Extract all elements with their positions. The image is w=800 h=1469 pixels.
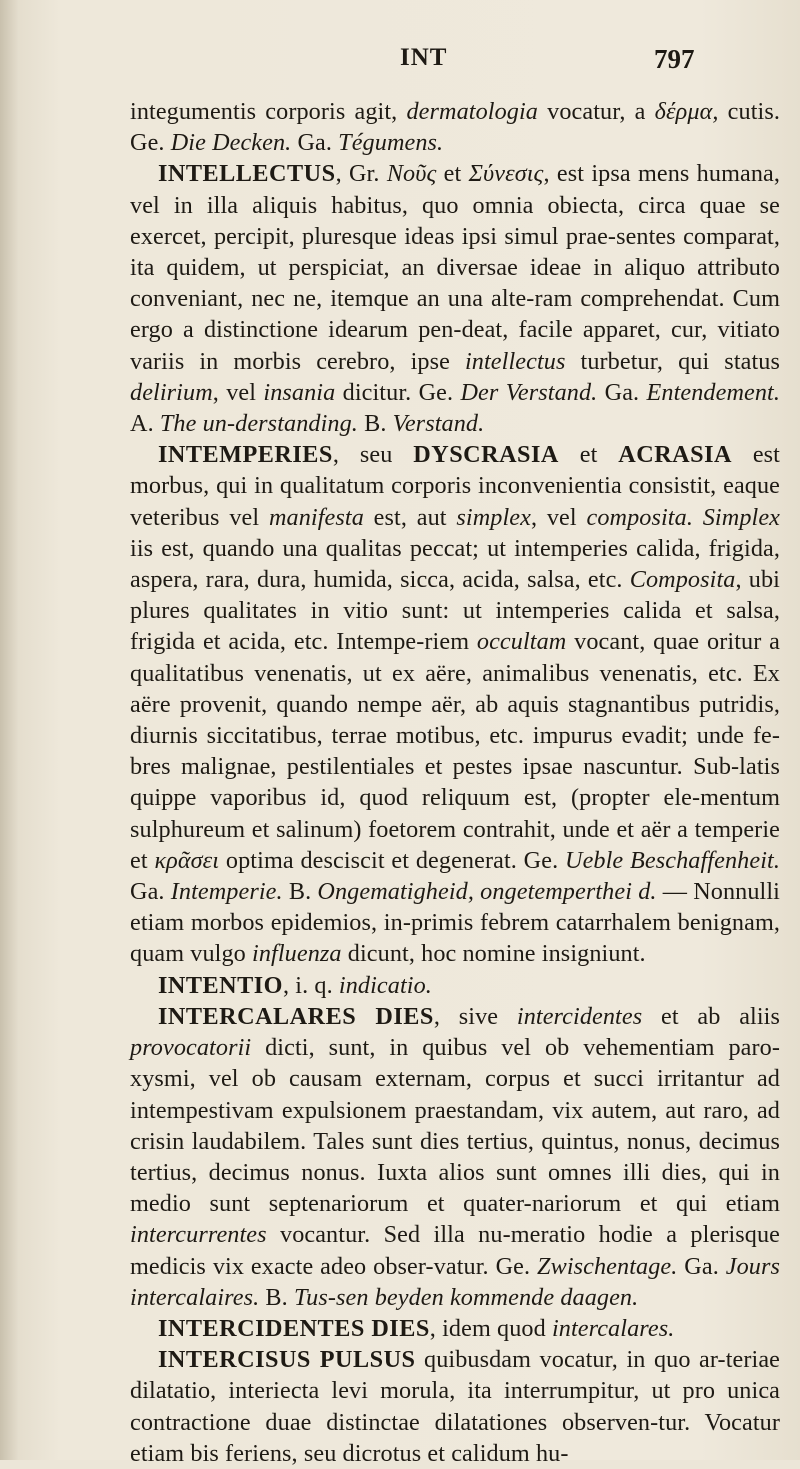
entry-text: vocantur. Sed illa nu-meratio hodie a plerisque medicis vix exacte adeo obser-vatur. Ge.	[130, 1221, 780, 1280]
italic-term: indicatio.	[338, 971, 432, 999]
italic-term: intellectus	[464, 347, 566, 375]
entry-text: et	[436, 160, 469, 188]
italic-term: Jours intercalaires.	[130, 1252, 780, 1311]
entry-text: cutis. Ge.	[130, 98, 780, 157]
entry-text: dicitur. Ge.	[335, 378, 461, 406]
italic-term: intercidentes	[516, 1002, 643, 1030]
italic-term: provocatorii	[130, 1034, 252, 1062]
entry-headword: INTENTIO	[158, 971, 283, 999]
italic-term: Ueble Beschaffenheit.	[565, 846, 780, 874]
entry-paragraph	[130, 158, 780, 439]
italic-term: Entendement.	[646, 378, 781, 406]
page-number: 797	[654, 44, 695, 74]
entry-text: optima desciscit et degenerat. Ge.	[219, 846, 566, 874]
entry-paragraph	[130, 1001, 780, 1313]
entry-text: est morbus, qui in qualitatum corporis inconvenientia consistit, eaque veteribus vel	[130, 441, 780, 531]
entry-text: , idem quod	[429, 1314, 552, 1342]
entry-text: quibusdam vocatur, in quo ar-teriae dilatatio, interiecta levi morula, ita interrumpitur, ut pro unica contractione duae distinctae dilatationes observen-tur. Vocatur etiam bis feriens, seu dicrotus et calidum hu-	[130, 1346, 780, 1467]
italic-term: composita.	[586, 503, 693, 531]
entry-headword: INTERCALARES DIES	[158, 1002, 434, 1030]
italic-term: influenza	[252, 940, 342, 968]
italic-term: Ongematigheid, ongetemperthei d.	[317, 878, 657, 906]
italic-term: delirium	[130, 378, 213, 406]
italic-term: κρᾶσει	[154, 846, 220, 874]
entry-text: , i. q.	[282, 971, 339, 999]
italic-term: δέρμα,	[654, 98, 719, 125]
italic-term: dermatologia	[406, 98, 538, 125]
italic-term: The un-derstanding.	[159, 410, 358, 438]
italic-term: Der Verstand.	[460, 378, 598, 406]
entry-text: Ga.	[677, 1252, 726, 1280]
entry-headword: DYSCRASIA	[413, 441, 559, 469]
italic-term: Intemperie.	[170, 878, 283, 906]
entry-text: , Gr.	[335, 160, 387, 188]
entry-text: , sive	[433, 1002, 517, 1030]
italic-term: Composita	[629, 566, 736, 594]
entry-text: — Nonnulli etiam morbos epidemios, in-primis febrem catarrhalem benignam, quam vulgo	[130, 878, 780, 968]
entry-text: vocatur, a	[538, 98, 655, 125]
italic-term: intercalares.	[551, 1314, 675, 1342]
italic-term: Νοῦς	[386, 160, 437, 188]
entry-headword: INTERCISUS PULSUS	[158, 1346, 416, 1374]
entry-text: , vel	[530, 503, 587, 531]
entry-headword: INTELLECTUS	[158, 160, 336, 188]
entry-paragraph	[130, 439, 780, 969]
entry-paragraph	[130, 1313, 780, 1344]
entry-headword: INTERCIDENTES DIES	[158, 1314, 430, 1342]
entry-text: turbetur, qui status	[565, 347, 780, 375]
entry-paragraph	[130, 970, 780, 1001]
entry-text: et ab aliis	[642, 1002, 780, 1030]
italic-term: insania	[263, 378, 336, 406]
entry-text: , vel	[212, 378, 264, 406]
italic-term: Simplex	[702, 503, 781, 531]
running-head: INT	[400, 44, 448, 71]
entry-text: iis est, quando una qualitas peccat; ut intemperies calida, frigida, aspera, rara, dura, humida, sicca, acida, salsa, etc.	[130, 534, 780, 594]
italic-term: manifesta	[268, 503, 364, 531]
italic-term: intercurrentes	[130, 1221, 267, 1249]
entry-text: et	[558, 441, 619, 469]
entry-text: B.	[282, 878, 318, 906]
entry-text: A.	[130, 410, 160, 438]
entry-headword: ACRASIA	[618, 441, 732, 469]
entry-text: Ga.	[597, 378, 647, 406]
entry-paragraph	[130, 96, 780, 158]
italic-term: Tus-sen beyden kommende daagen.	[293, 1283, 639, 1311]
italic-term: Zwischentage.	[537, 1252, 678, 1280]
italic-term: Tégumens.	[338, 129, 444, 157]
entry-headword: INTEMPERIES	[158, 441, 333, 469]
entry-text: B.	[259, 1283, 294, 1311]
entry-text	[693, 504, 703, 531]
italic-term: simplex	[456, 503, 531, 531]
entry-text: , seu	[332, 441, 414, 469]
entry-text: est, aut	[363, 503, 457, 531]
italic-term: occultam	[476, 628, 567, 656]
italic-term: Verstand.	[392, 410, 485, 438]
entry-text: Ga.	[291, 129, 339, 157]
page-gutter-shadow	[0, 0, 18, 1460]
italic-term: Die Decken.	[170, 129, 292, 157]
dictionary-text	[130, 96, 780, 1469]
entry-paragraph	[130, 1344, 780, 1469]
entry-text: dicunt, hoc nomine insigniunt.	[341, 940, 646, 968]
entry-text: dicti, sunt, in quibus vel ob vehementiam paro-xysmi, vel ob causam externam, corpus et succi irritantur ad intempestivam expulsionem praestandam, vix autem, aut raro, ad crisin laudabilem. Tales sunt dies tertius, quintus, nonus, decimus tertius, decimus nonus. Iuxta alios sunt omnes illi dies, qui in medio sunt septenariorum et quater-nariorum et qui etiam	[130, 1034, 780, 1218]
entry-text: B.	[357, 410, 393, 438]
page-header	[0, 44, 800, 84]
entry-text: , ubi plures qualitates in vitio sunt: ut intemperies calida et salsa, frigida et acida, etc. Intempe-riem	[130, 566, 780, 656]
entry-text: Ga.	[130, 878, 171, 906]
italic-term: Σύνεσις	[468, 160, 544, 188]
entry-text: integumentis corporis agit,	[130, 98, 407, 125]
entry-text: , est ipsa mens humana, vel in illa aliquis habitus, quo omnia obiecta, circa quae se exercet, percipit, pluresque ideas ipsi simul prae-sentes comparat, ita quidem, ut perspiciat, an diversae ideae in aliquo attributo conveniant, nec ne, itemque an una alte-ram comprehendat. Cum ergo a distinctione idearum pen-deat, facile apparet, cur, vitiato variis in morbis cerebro, ipse	[130, 160, 780, 375]
entry-text: vocant, quae oritur a qualitatibus venenatis, ut ex aëre, animalibus venenatis, etc. Ex aëre provenit, quando nempe aër, ab aquis stagnantibus putridis, diurnis siccitatibus, terrae motibus, etc. impurus evadit; unde fe-bres malignae, pestilentiales et pestes ipsae nascuntur. Sub-latis quippe vaporibus id, quod reliquum est, (propter ele-mentum sulphureum et salinum) foetorem contrahit, unde et aër a temperie et	[130, 628, 780, 874]
